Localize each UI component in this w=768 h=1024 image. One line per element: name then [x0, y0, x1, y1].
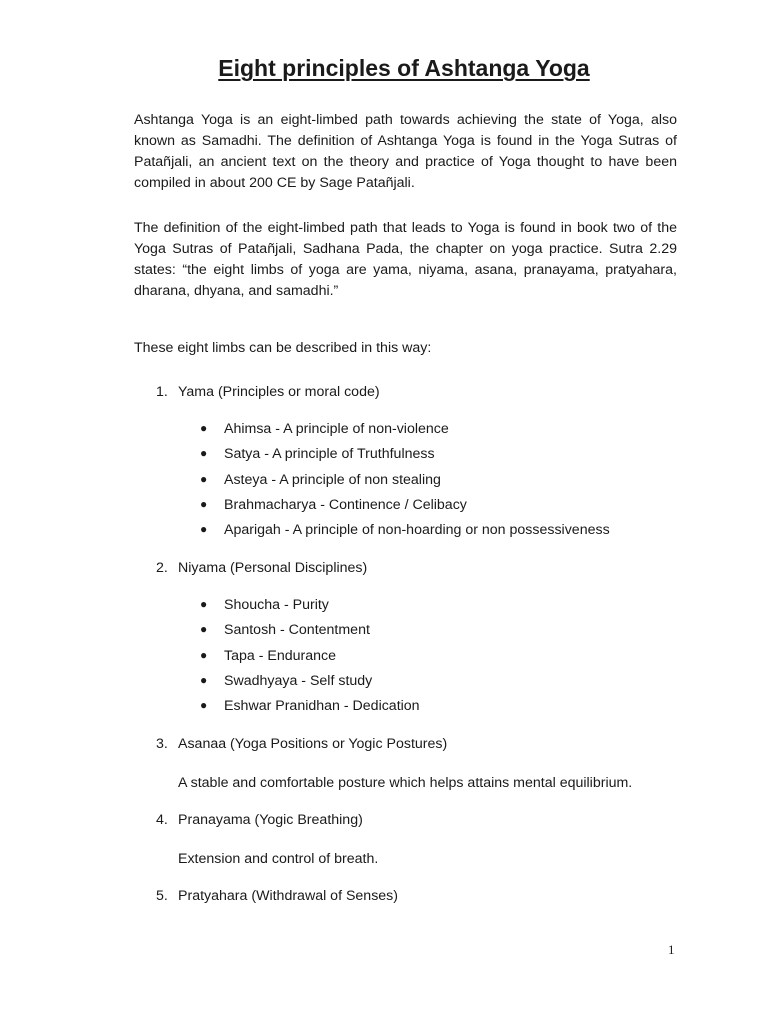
list-item: ● Eshwar Pranidhan - Dedication: [200, 695, 420, 720]
limb-item-niyama: [156, 558, 367, 579]
bullet-icon: ●: [200, 496, 208, 511]
limb-label: Yama (Principles or moral code): [178, 384, 380, 400]
bullet-icon: ●: [200, 622, 208, 637]
limb-item-pratyahara: [156, 886, 398, 907]
limb-number: 3.: [156, 736, 168, 752]
bullet-icon: ●: [200, 471, 208, 486]
list-item: ● Santosh - Contentment: [200, 619, 420, 644]
limb-item-pranayama: [156, 810, 363, 831]
list-item: ● Tapa - Endurance: [200, 645, 420, 670]
bullet-icon: ●: [200, 597, 208, 611]
list-item: ● Swadhyaya - Self study: [200, 670, 420, 695]
list-item: ● Asteya - A principle of non stealing: [200, 469, 610, 494]
limbs-intro-paragraph: These eight limbs can be described in this way:: [134, 340, 432, 356]
limb-label: Asanaa (Yoga Positions or Yogic Postures): [178, 736, 448, 752]
list-item: ● Satya - A principle of Truthfulness: [200, 443, 610, 468]
bullet-icon: ●: [200, 698, 208, 713]
intro-paragraph: Ashtanga Yoga is an eight-limbed path towards achieving the state of Yoga, also known as Samadhi. The definition of Ashtanga Yoga is found in the Yoga Sutras of Patañjali, an ancient text on the theory and practice of Yoga thought to have been compiled in about 200 CE by Sage Patañjali.: [134, 112, 677, 191]
pranayama-description: Extension and control of breath.: [178, 851, 379, 867]
list-item: ● Ahimsa - A principle of non-violence: [200, 418, 610, 443]
list-item: ● Aparigah - A principle of non-hoarding or non possessiveness: [200, 519, 610, 544]
limb-number: 4.: [156, 812, 168, 828]
definition-paragraph: The definition of the eight-limbed path that leads to Yoga is found in book two of the Yoga Sutras of Patañjali, Sadhana Pada, the chapter on yoga practice. Sutra 2.29 states: “the eight limbs of yoga are yama, niyama, asana, pranayama, pratyahara, dharana, dhyana, and samadhi.”: [134, 220, 677, 299]
limb-number: 1.: [156, 384, 168, 400]
limb-label: Pranayama (Yogic Breathing): [178, 812, 363, 828]
limb-number: 2.: [156, 560, 168, 576]
limb-item-yama: [156, 382, 380, 403]
limb-item-asana: [156, 734, 447, 755]
bullet-icon: ●: [200, 421, 208, 435]
page-number: 1: [668, 942, 675, 957]
list-item: ● Shoucha - Purity: [200, 594, 420, 619]
limb-number: 5.: [156, 888, 168, 904]
asana-description: A stable and comfortable posture which helps attains mental equilibrium.: [178, 775, 633, 791]
bullet-icon: ●: [200, 522, 208, 537]
niyama-bullet-list: [200, 594, 420, 720]
yama-bullet-list: [200, 418, 610, 544]
document-title: Eight principles of Ashtanga Yoga: [218, 55, 590, 81]
limb-label: Pratyahara (Withdrawal of Senses): [178, 888, 398, 904]
bullet-icon: ●: [200, 647, 208, 662]
bullet-icon: ●: [200, 446, 208, 461]
list-item: ● Brahmacharya - Continence / Celibacy: [200, 494, 610, 519]
limb-label: Niyama (Personal Disciplines): [178, 560, 368, 576]
bullet-icon: ●: [200, 672, 208, 687]
